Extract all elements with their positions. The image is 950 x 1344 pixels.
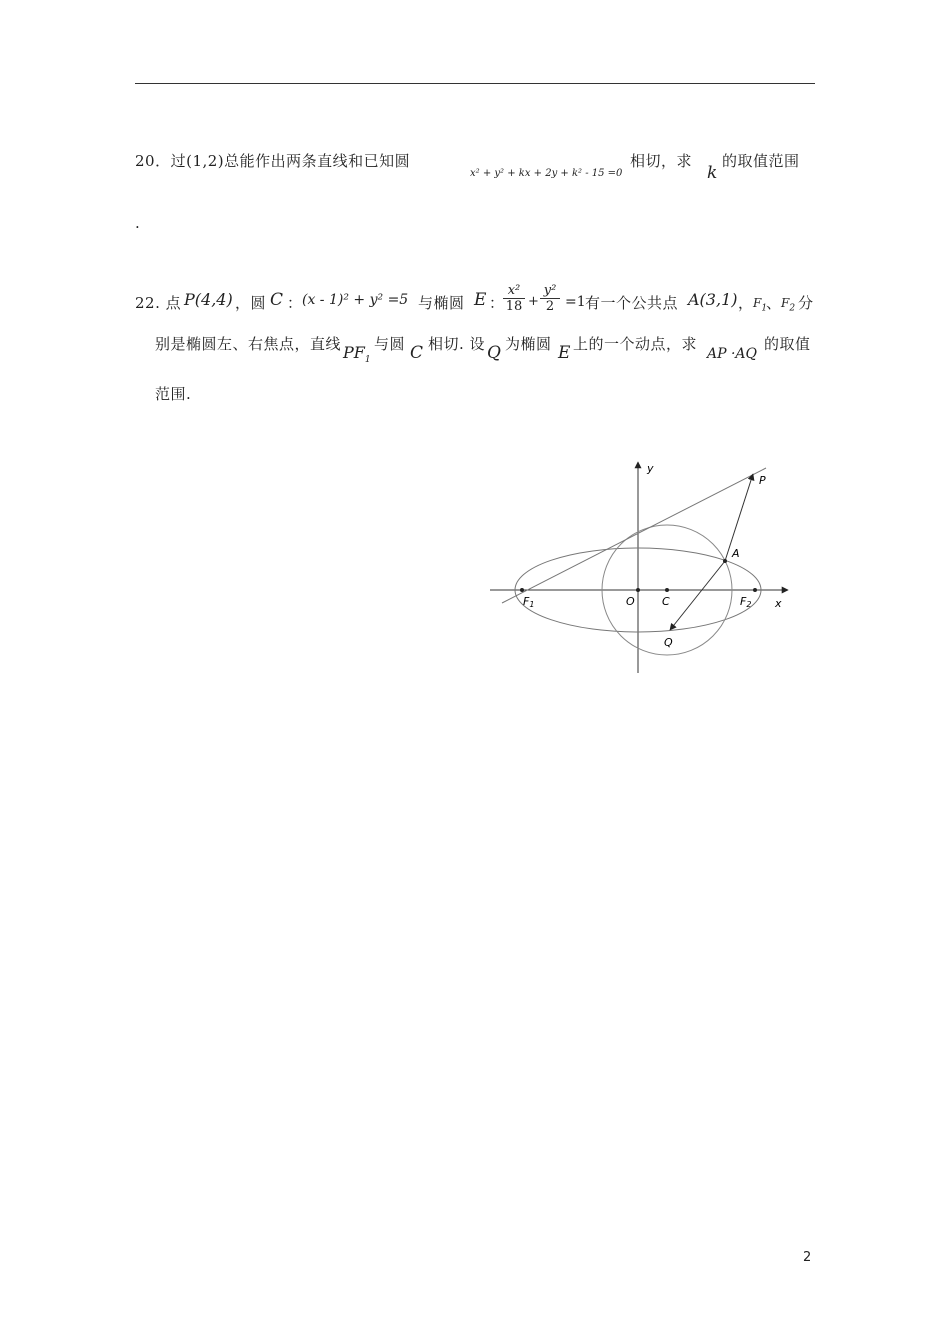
q22-text-c: ： bbox=[287, 294, 303, 312]
q20-text-a: 20．过(1,2)总能作出两条直线和已知圆 bbox=[135, 152, 411, 170]
label-F1 bbox=[523, 595, 534, 609]
q22-line3: 范围. bbox=[155, 385, 192, 403]
label-F1-letter: F bbox=[523, 595, 530, 608]
header-rule bbox=[135, 83, 815, 84]
q22-eq1: =1 bbox=[565, 294, 586, 310]
tangent-line-PF1 bbox=[502, 468, 766, 603]
point-A bbox=[723, 559, 727, 563]
q20-text-c: 的取值范围 bbox=[722, 152, 800, 170]
q22-text-f: 有一个公共点 bbox=[585, 294, 679, 312]
label-C: C bbox=[662, 595, 670, 608]
q22-line2-c: 相切. 设 bbox=[428, 335, 486, 353]
label-F2-sub: 2 bbox=[746, 600, 752, 609]
point-F1 bbox=[520, 588, 524, 592]
q22-line2-e: 上的一个动点，求 bbox=[573, 335, 698, 353]
q22-text-d: 与椭圆 bbox=[418, 294, 465, 312]
q22-text-g: ， bbox=[738, 294, 754, 312]
q22-line2-a: 别是椭圆左、右焦点，直线 bbox=[155, 335, 342, 353]
q22-text-h: 分 bbox=[798, 294, 814, 312]
label-F2 bbox=[740, 595, 751, 609]
q22-line2-Q: Q bbox=[487, 343, 501, 363]
label-Q: Q bbox=[664, 636, 673, 649]
q22-point-A: A(3,1) bbox=[688, 290, 738, 309]
q22-text-e: ： bbox=[489, 294, 505, 312]
q22-fraction-x-den: 18 bbox=[505, 299, 523, 314]
q22-F1-sub: 1 bbox=[761, 303, 768, 314]
label-x: x bbox=[775, 597, 782, 610]
q22-text-a: 22. 点 bbox=[135, 294, 182, 312]
q20-text-b: 相切，求 bbox=[630, 152, 693, 170]
q22-F2-letter: F bbox=[781, 296, 790, 310]
label-F2-letter: F bbox=[740, 595, 747, 608]
label-P: P bbox=[759, 474, 766, 487]
q22-PF1-sub: 1 bbox=[364, 355, 371, 366]
q22-PF1-letters: PF bbox=[343, 343, 365, 362]
label-F1-sub: 1 bbox=[529, 600, 535, 609]
q22-line2-d: 为椭圆 bbox=[505, 335, 552, 353]
q22-F1-letter: F bbox=[753, 296, 762, 310]
vector-AQ bbox=[670, 561, 725, 630]
q22-circle-C: C bbox=[270, 290, 284, 310]
point-F2 bbox=[753, 588, 757, 592]
q22-line2-E: E bbox=[558, 343, 571, 363]
label-A: A bbox=[732, 547, 740, 560]
q22-plus: + bbox=[528, 294, 539, 309]
q22-focus-F2 bbox=[781, 296, 795, 313]
q22-fraction-x bbox=[503, 283, 525, 314]
q22-point-P: P(4,4) bbox=[184, 290, 233, 309]
q20-equation: x² + y² + kx + 2y + k² - 15 =0 bbox=[470, 168, 623, 179]
q22-sep: 、 bbox=[766, 294, 782, 312]
point-C bbox=[665, 588, 669, 592]
q22-line2-f: 的取值 bbox=[764, 335, 811, 353]
q22-line-PF1 bbox=[343, 343, 371, 365]
q22-fraction-y-num: y² bbox=[540, 283, 560, 299]
page-number: 2 bbox=[803, 1250, 812, 1265]
q22-fraction-y bbox=[540, 283, 560, 314]
label-O: O bbox=[626, 595, 635, 608]
q22-fraction-y-den: 2 bbox=[545, 299, 555, 314]
q22-dot-product: AP ·AQ bbox=[707, 346, 758, 362]
q22-fraction-x-num: x² bbox=[503, 283, 525, 299]
label-y: y bbox=[647, 462, 654, 475]
q22-line2-b: 与圆 bbox=[374, 335, 406, 353]
q22-line2-C: C bbox=[410, 343, 424, 363]
point-O bbox=[636, 588, 640, 592]
q22-focus-F1 bbox=[753, 296, 767, 313]
q20-var-k: k bbox=[707, 163, 718, 183]
q22-circle-equation: (x - 1)² + y² =5 bbox=[302, 292, 409, 308]
q22-text-b: ，圆 bbox=[235, 294, 267, 312]
q20-text-line2: . bbox=[135, 214, 141, 232]
ellipse-circle-figure bbox=[480, 455, 800, 680]
q22-ellipse-E: E bbox=[474, 290, 487, 310]
q22-F2-sub: 2 bbox=[789, 303, 796, 314]
